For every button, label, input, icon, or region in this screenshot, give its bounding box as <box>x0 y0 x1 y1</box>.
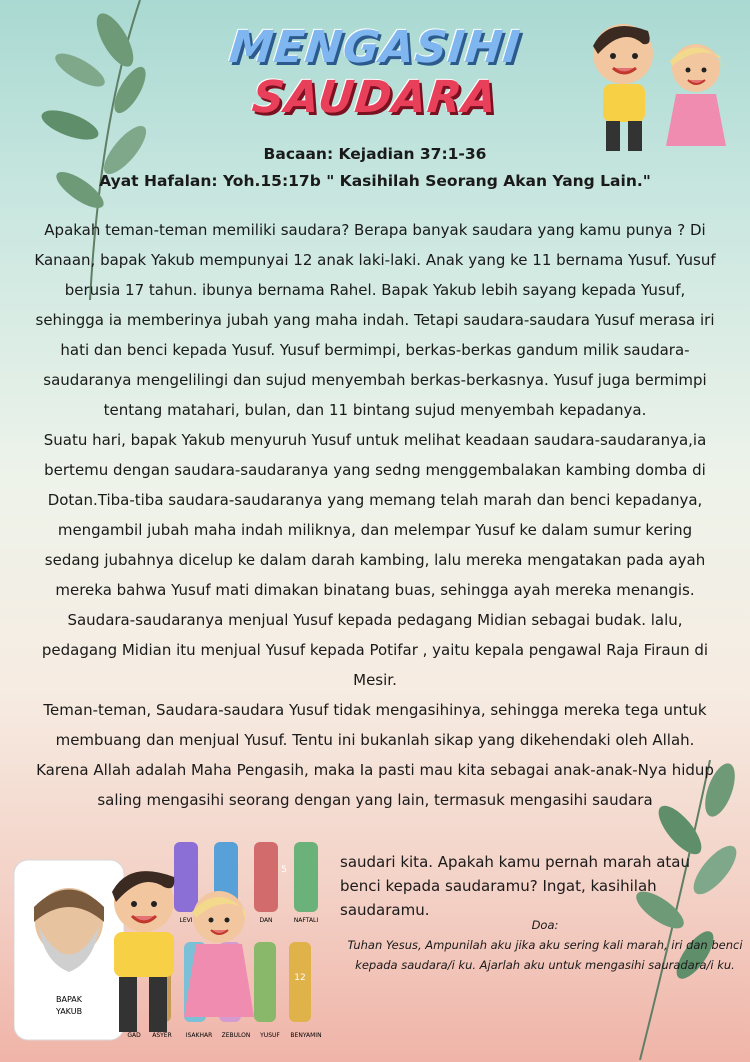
story-paragraph-1: Apakah teman-teman memiliki saudara? Berapa banyak saudara yang kamu punya ? Di Kanaan, bapak Yakub mempunyai 12 anak laki-laki. Anak yang ke 11 bernama Yusuf. Yusuf berusia 17 tahun. ibunya bernama Rahel. Bapak Yakub lebih sayang kepada Yusuf, sehingga ia memberinya jubah yang maha indah. Tetapi saudara-saudara Yusuf merasa iri hati dan benci kepada Yusuf. Yusuf bermimpi, berkas-berkas gandum milik saudara-saudaranya mengelilingi dan sujud menyembah berkas-berkasnya. Yusuf juga bermimpi tentang matahari, bulan, dan 11 bintang sujud menyembah kepadanya. <box>34 221 716 419</box>
brother-name: ISAKHAR <box>185 1032 213 1039</box>
story-paragraph-3-tail: saudari kita. Apakah kamu pernah marah atau benci kepada saudaramu? Ingat, kasihilah saudaramu. <box>340 853 690 919</box>
brother-name: YUSUF <box>260 1032 280 1039</box>
brother-name: ZEBULON <box>221 1032 251 1039</box>
prayer-title: Doa: <box>531 918 559 932</box>
brother-name: ASYER <box>152 1032 172 1039</box>
brother-name: BENYAMIN <box>290 1032 322 1039</box>
title-line-2: SAUDARA <box>249 72 501 123</box>
brother-name: LEVI <box>179 917 193 924</box>
prayer-text: Tuhan Yesus, Ampunilah aku jika aku sering kali marah, iri dan benci kepada saudara/i ku. Ajarlah aku untuk mengasihi sauradara/i ku. <box>347 938 743 972</box>
story-paragraph-2: Suatu hari, bapak Yakub menyuruh Yusuf untuk melihat keadaan saudara-saudaranya,ia bertemu dengan saudara-saudaranya yang sedng menggembalakan kambing domba di Dotan.Tiba-tiba saudara-saudaranya yang memang telah marah dan benci kepadanya, mengambil jubah maha indah miliknya, dan melempar Yusuf ke dalam sumur kering sedang jubahnya dicelup ke dalam darah kambing, lalu mereka mengatakan pada ayah mereka bahwa Yusuf mati dimakan binatang buas, sehingga ayah mereka menangis. Saudara-saudaranya menjual Yusuf kepada pedagang Midian sebagai budak. lalu, pedagang Midian itu menjual Yusuf kepada Potifar , yaitu kepala pengawal Raja Firaun di Mesir. <box>41 431 709 689</box>
brother-name: GAD <box>127 1032 141 1039</box>
father-label-1: BAPAK <box>56 995 82 1004</box>
father-label-2: YAKUB <box>55 1007 83 1016</box>
story-body <box>30 215 720 815</box>
story-paragraph-3: Teman-teman, Saudara-saudara Yusuf tidak mengasihinya, sehingga mereka tega untuk membuang dan menjual Yusuf. Tentu ini bukanlah sikap yang dikehendaki oleh Allah. Karena Allah adalah Maha Pengasih, maka Ia pasti mau kita sebagai anak-anak-Nya hidup saling mengasihi seorang dengan yang lain, termasuk mengasihi saudara <box>36 701 714 809</box>
title-line-1: MENGASIHI <box>226 22 524 73</box>
brother-name: NAFTALI <box>293 917 319 924</box>
brother-number: 12 <box>294 973 306 983</box>
brother-number: 5 <box>281 865 287 875</box>
story-tail <box>340 850 720 922</box>
joseph-family-illustration <box>14 832 334 1044</box>
brother-name: DAN <box>259 917 273 924</box>
memory-verse: Ayat Hafalan: Yoh.15:17b " Kasihilah Seorang Akan Yang Lain." <box>99 172 651 190</box>
reading-reference: Bacaan: Kejadian 37:1-36 <box>263 145 487 163</box>
prayer-box <box>345 915 745 975</box>
